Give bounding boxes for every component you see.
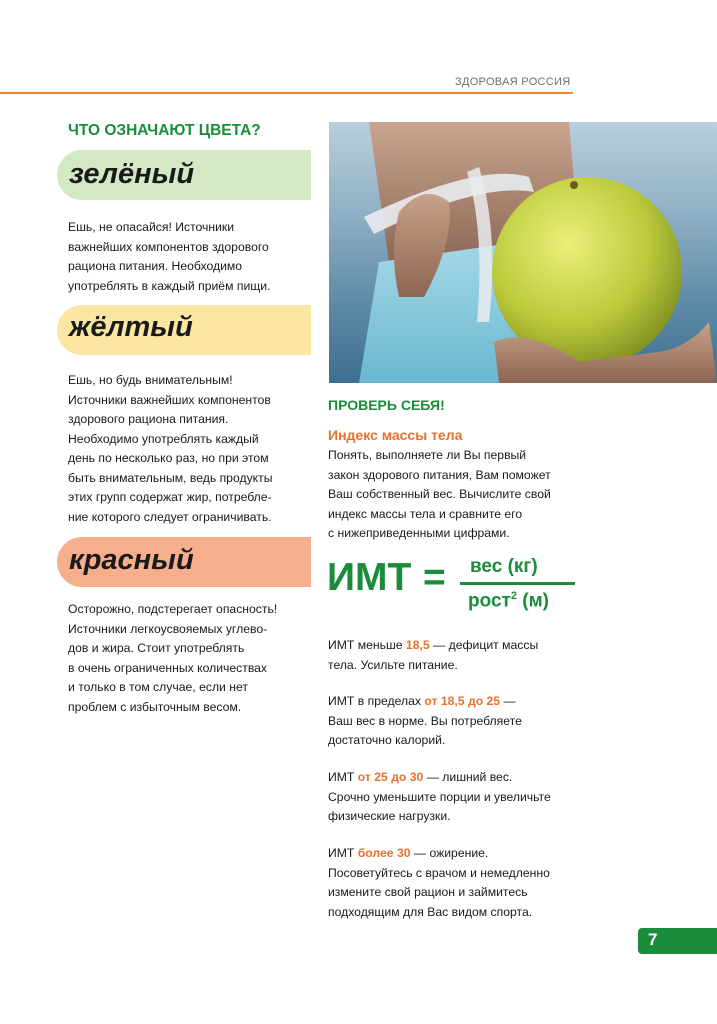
bmi-range-normal: ИМТ в пределах от 18,5 до 25 — Ваш вес в норме. Вы потребляете достаточно калорий.: [328, 694, 522, 747]
yellow-label: жёлтый: [69, 311, 193, 343]
formula-lhs: ИМТ: [327, 556, 412, 599]
yellow-description: Ешь, но будь внимательным! Источники важнейших компонентов здорового рациона питания. Необходимо употреблять каждый день по несколько раз, но при этом быть внимательным, ведь продукты этих групп содержат жир, потребле- ние которого следует ограничивать.: [68, 373, 273, 524]
page-number: 7: [648, 930, 658, 949]
running-header: ЗДОРОВАЯ РОССИЯ: [455, 76, 571, 88]
red-description: Осторожно, подстерегает опасность! Источники легкоусвояемых углево- дов и жира. Стоит употреблять в очень ограниченных количествах и только в том случае, если нет проблем с избыточным весом.: [68, 602, 278, 714]
formula-fraction-bar: [460, 582, 575, 585]
colors-section-title: ЧТО ОЗНАЧАЮТ ЦВЕТА?: [68, 122, 261, 139]
header-rule: [0, 92, 573, 94]
green-label: зелёный: [69, 158, 195, 190]
grapefruit-illustration: [329, 122, 717, 383]
green-description: Ешь, не опасайся! Источники важнейших компонентов здорового рациона питания. Необходимо употреблять в каждый приём пищи.: [68, 220, 271, 293]
bmi-range-underweight: ИМТ меньше 18,5 — дефицит массы тела. Усильте питание.: [328, 638, 539, 672]
check-yourself-title: ПРОВЕРЬ СЕБЯ!: [328, 397, 445, 413]
red-label: красный: [69, 544, 194, 576]
bmi-subtitle: Индекс массы тела: [328, 427, 463, 443]
bmi-range-overweight: ИМТ от 25 до 30 — лишний вес. Срочно уменьшите порции и увеличьте физические нагрузки.: [328, 770, 551, 823]
bmi-intro: Понять, выполняете ли Вы первый закон здорового питания, Вам поможет Ваш собственный вес. Вычислите свой индекс массы тела и сравните его с нижеприведенными цифрами.: [328, 448, 551, 540]
grapefruit-photo: [329, 122, 717, 383]
formula-equals: =: [423, 556, 446, 599]
bmi-range-obesity: ИМТ более 30 — ожирение. Посоветуйтесь с врачом и немедленно измените свой рацион и займитесь подходящим для Вас видом спорта.: [328, 846, 550, 919]
formula-numerator: вес (кг): [470, 556, 538, 577]
formula-denominator: рост$^2$ (м): [468, 590, 549, 612]
